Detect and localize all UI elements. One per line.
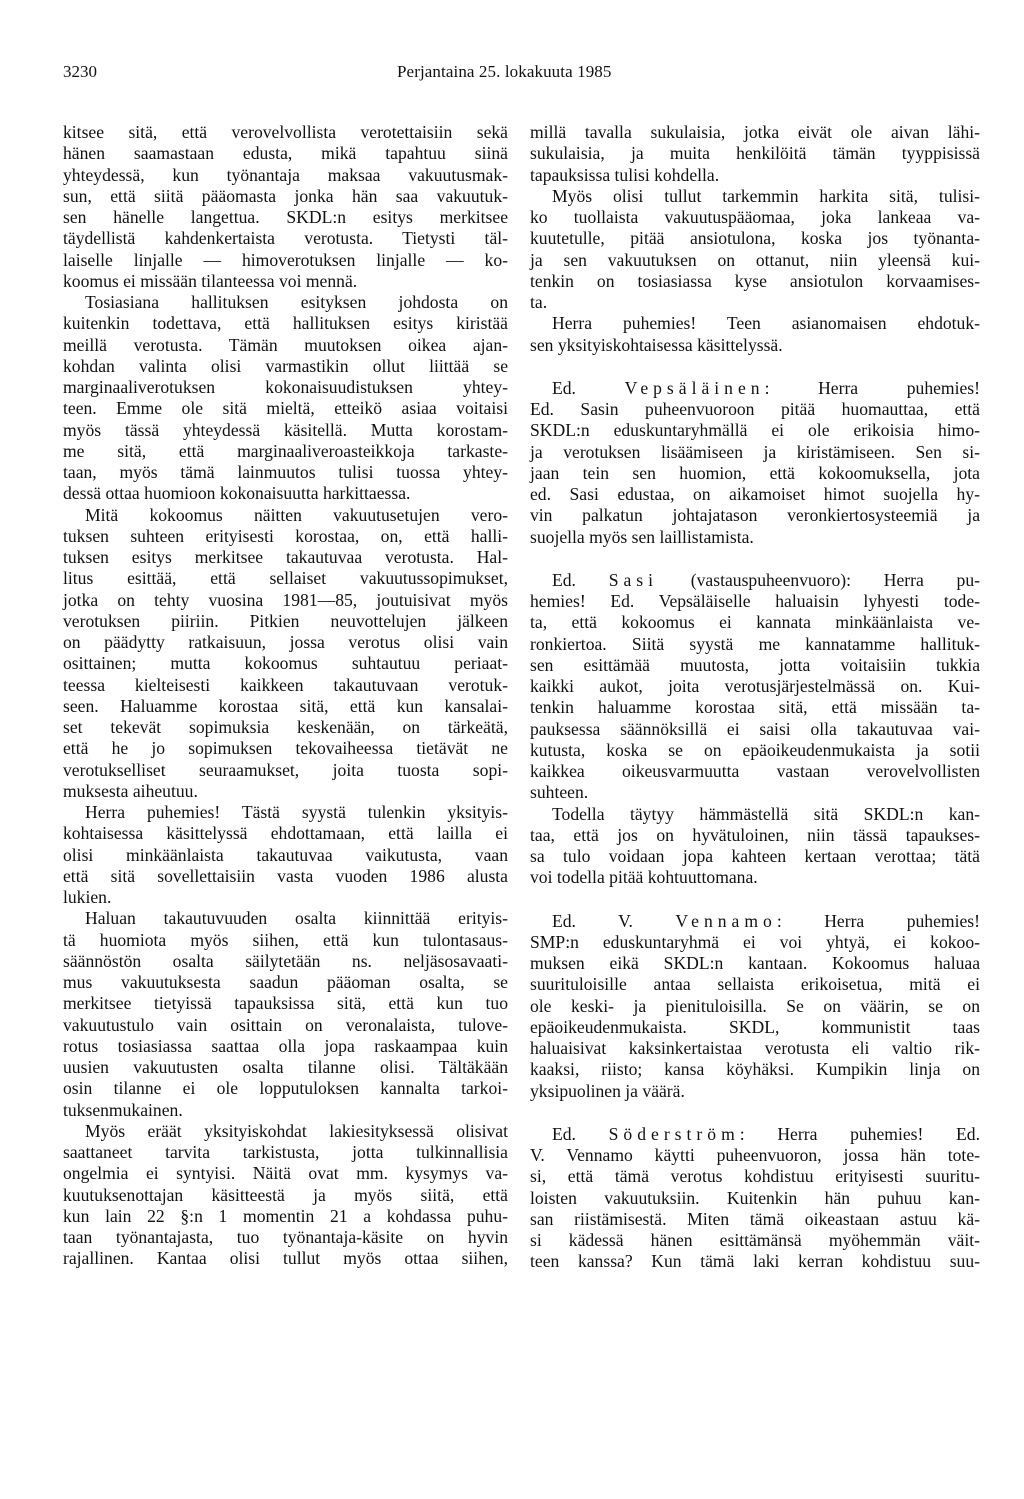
text-line: kuutuksenottajan käsitteestä ja myös siitä, että xyxy=(63,1184,508,1205)
text-line: olisi minkäänlaista takautuvaa vaikutusta, vaan xyxy=(63,844,508,865)
text-line: Mitä kokoomus näitten vakuutusetujen vero- xyxy=(85,504,508,525)
text-line: teessa kielteisesti kaikkeen takautuvaan verotuk- xyxy=(63,674,508,695)
paragraph-gap xyxy=(530,356,980,378)
text-line: marginaaliverotuksen kokonaisuudistuksen yhtey- xyxy=(63,377,508,397)
page-header xyxy=(63,62,968,86)
text-line: kohtaisessa käsittelyssä ehdottamaan, että lailla ei xyxy=(63,823,508,844)
text-line: sukulaisia, ja muita henkilöitä tämän tyyppisissä xyxy=(530,143,980,164)
text-line: Herra puhemies! Tästä syystä tulenkin yksityis- xyxy=(85,802,508,822)
paragraph-gap xyxy=(530,1102,980,1124)
speaker-text: : Herra puhemies! Ed. xyxy=(739,1123,980,1144)
text-line: epäoikeudenmukaista. SKDL, kommunistit taas xyxy=(530,1016,980,1037)
text-line: tuksen esitys merkitsee takautuvaa verotusta. Hal- xyxy=(63,547,508,567)
text-line: saattaneet tarvita tarkistusta, jotta tulkinnallisia xyxy=(63,1142,508,1162)
text-line: haluaisivat kaksinkertaistaa verotusta eli valtio rik- xyxy=(530,1038,980,1058)
speaker-name: Söderström xyxy=(608,1123,740,1144)
text-line xyxy=(530,911,980,932)
text-line: sen esittämää muutosta, jotta voitaisiin tukkia xyxy=(530,654,980,675)
text-line: teen. Emme ole sitä mieltä, etteikö asiaa voitaisi xyxy=(63,398,508,419)
text-line: Herra puhemies! Teen asianomaisen ehdotuk- xyxy=(552,313,980,334)
text-line: kitsee sitä, että verovelvollista verotettaisiin sekä xyxy=(63,122,508,142)
text-line: taan työnantajasta, tuo työnantaja-käsite on hyvin xyxy=(63,1227,508,1247)
text-line: SKDL:n eduskuntaryhmällä ei ole erikoisia himo- xyxy=(530,420,980,441)
text-line: vakuutustulo vain osittain on veronalaista, tulove- xyxy=(63,1014,508,1035)
text-line: taa, että jos on hyvätuloinen, niin tässä tapaukses- xyxy=(530,824,980,845)
text-line: taan, myös tämä lainmuutos tulisi tuossa yhtey- xyxy=(63,462,508,482)
text-line: yhteydessä, kun työnantaja maksaa vakuutusmak- xyxy=(63,164,508,185)
text-line: SMP:n eduskuntaryhmä ei voi yhtyä, ei kokoo- xyxy=(530,931,980,952)
text-line: sa tulo voidaan jopa kahteen kertaan verottaa; tätä xyxy=(530,846,980,866)
text-line: Todella täytyy hämmästellä sitä SKDL:n kan- xyxy=(552,803,980,824)
text-line: kohdan valinta olisi varmastikin ollut liittää se xyxy=(63,355,508,376)
text-line: laiselle linjalle — himoverotuksen linjalle — ko- xyxy=(63,249,508,270)
text-line: ko tuollaista vakuutuspääomaa, joka lankeaa va- xyxy=(530,207,980,227)
text-line: pauksessa säännöksillä ei saisi olla takautuvaa vai- xyxy=(530,718,980,739)
text-line: muksesta aiheutuu. xyxy=(63,780,198,801)
text-line: suojella myös sen laillistamista. xyxy=(530,526,754,547)
text-line: että he jo sopimuksen tekovaiheessa tietävät ne xyxy=(63,738,508,759)
text-line: suhteen. xyxy=(530,782,589,803)
text-line: on päädytty ratkaisuun, jossa verotus olisi vain xyxy=(63,632,508,652)
speaker-prefix: Ed. xyxy=(552,569,609,590)
text-line: ja verotuksen lisäämiseen ja kiristämiseen. Sen si- xyxy=(530,441,980,462)
text-line: tä huomiota myös siihen, että kun tulontasaus- xyxy=(63,929,508,950)
page-number: 3230 xyxy=(63,62,97,81)
text-line xyxy=(530,378,980,399)
text-line: tenkin on tosiasiassa kyse ansiotulon korvaamises- xyxy=(530,270,980,291)
left-column xyxy=(63,122,508,1270)
text-line: tapauksissa tulisi kohdella. xyxy=(530,164,720,185)
text-line: osin tilanne ei ole lopputuloksen kannalta tarkoi- xyxy=(63,1078,508,1099)
text-line: kaaksi, riisto; kansa köyhäksi. Kumpikin linja on xyxy=(530,1059,980,1080)
speaker-text: : Herra puhemies! xyxy=(776,910,980,931)
text-line: sen hänelle langettua. SKDL:n esitys merkitsee xyxy=(63,207,508,227)
text-line: hänen saamastaan edusta, mikä tapahtuu siinä xyxy=(63,143,508,164)
text-line: säännöstön osalta säilytetään ns. neljäsosavaati- xyxy=(63,950,508,971)
speaker-text: (vastauspuheenvuoro): Herra pu- xyxy=(658,569,980,590)
text-line: osittainen; mutta kokoomus suhtautuu periaat- xyxy=(63,653,508,674)
text-line: rotus tosiasiassa saattaa olla jopa raskaampaa kuin xyxy=(63,1035,508,1056)
text-line: meillä verotusta. Tämän muutoksen oikea ajan- xyxy=(63,334,508,355)
right-column xyxy=(530,122,980,1273)
text-line: rajallinen. Kantaa olisi tullut myös ottaa siihen, xyxy=(63,1248,508,1269)
text-line: yksipuolinen ja väärä. xyxy=(530,1080,685,1101)
text-line: täydellistä kahdenkertaista verotusta. Tietysti täl- xyxy=(63,228,508,249)
text-line: Myös eräät yksityiskohdat lakiesityksessä olisivat xyxy=(85,1120,508,1141)
text-line: ta, että kokoomus ei kannata minkäänlaista ve- xyxy=(530,612,980,633)
text-line: tuksen suhteen erityisesti korostaa, on, että halli- xyxy=(63,525,508,546)
text-line: hemies! Ed. Vepsäläiselle haluaisin lyhyesti tode- xyxy=(530,591,980,611)
text-line: tuksenmukainen. xyxy=(63,1099,183,1120)
text-line xyxy=(530,570,980,591)
text-line: koomus ei missään tilanteessa voi mennä. xyxy=(63,270,358,291)
text-line: me sitä, että marginaaliveroasteikkoja tarkaste- xyxy=(63,440,508,461)
text-line: si kädessä hänen esittämänsä myöhemmän väit- xyxy=(530,1230,980,1250)
text-line: si, että tämä verotus kohdistuu erityisesti suuritu- xyxy=(530,1166,980,1187)
text-line: lukien. xyxy=(63,887,112,907)
text-line: muksen eikä SKDL:n kantaan. Kokoomus haluaa xyxy=(530,953,980,973)
text-line: ole keski- ja pienituloisilla. Se on väärin, se on xyxy=(530,995,980,1016)
speaker-text: : Herra puhemies! xyxy=(764,377,981,398)
text-line: ja sen vakuutuksen on ottanut, niin yleensä kui- xyxy=(530,249,980,270)
speaker-name: Sasi xyxy=(608,569,659,590)
text-line: tenkin haluamme korostaa sitä, että missään ta- xyxy=(530,697,980,718)
paragraph-gap xyxy=(530,548,980,570)
text-line: ongelmia ei syntyisi. Näitä ovat mm. kysymys va- xyxy=(63,1163,508,1184)
text-line: Ed. Sasin puheenvuoroon pitää huomauttaa, että xyxy=(530,399,980,419)
text-line: ed. Sasi edustaa, on aikamoiset himot suojella hy- xyxy=(530,484,980,504)
paragraph-gap xyxy=(530,889,980,911)
text-line: seen. Haluamme korostaa sitä, että kun kansalai- xyxy=(63,695,508,716)
text-line: V. Vennamo käytti puheenvuoron, jossa hän totе- xyxy=(530,1145,980,1165)
text-line: jaan tein sen huomion, että kokoomuksella, jota xyxy=(530,462,980,483)
text-line: set tekevät sopimuksia keskenään, on tärkeätä, xyxy=(63,717,508,737)
text-line: suurituloisille antaa sellaista erikoisetua, mitä ei xyxy=(530,974,980,995)
text-line: kutusta, koska se on epäoikeudenmukaista ja sotii xyxy=(530,739,980,760)
text-line: vin palkatun johtajatason veronkiertosysteemiä ja xyxy=(530,505,980,526)
text-line: myös tässä yhteydessä käsitellä. Mutta korostam- xyxy=(63,419,508,440)
text-line: kuutetulle, pitää ansiotulona, koska jos työnanta- xyxy=(530,228,980,249)
text-line: millä tavalla sukulaisia, jotka eivät ole aivan lähi- xyxy=(530,122,980,142)
text-line: kun lain 22 §:n 1 momentin 21 a kohdassa puhu- xyxy=(63,1205,508,1226)
text-line xyxy=(530,1124,980,1145)
text-line: loisten vakuutuksiin. Kuitenkin hän puhuu kan- xyxy=(530,1187,980,1208)
text-line: san riistämisestä. Miten tämä oikeastaan astuu kä- xyxy=(530,1208,980,1229)
speaker-name: Vennamo xyxy=(675,910,777,931)
text-line: litus esittää, että sellaiset vakuutussopimukset, xyxy=(63,568,508,589)
text-line: ronkiertoa. Siitä syystä me kannatamme hallituk- xyxy=(530,633,980,654)
text-line: Myös olisi tullut tarkemmin harkita sitä, tulisi- xyxy=(552,185,980,206)
text-line: jotka on tehty vuosina 1981—85, joutuisivat myös xyxy=(63,589,508,610)
text-line: kaikki aukot, joita verotusjärjestelmässä on. Kui- xyxy=(530,676,980,696)
text-line: voi todella pitää kohtuuttomana. xyxy=(530,867,758,888)
text-line: kuitenkin todettava, että hallituksen esitys kiristää xyxy=(63,313,508,334)
text-line: Haluan takautuvuuden osalta kiinnittää erityis- xyxy=(85,908,508,929)
text-line: sun, että siitä pääomasta jonka hän saa vakuutuk- xyxy=(63,185,508,206)
speaker-name: Vepsäläinen xyxy=(624,377,765,398)
text-line: merkitsee tietyissä tapauksissa sitä, että kun tuo xyxy=(63,993,508,1014)
text-line: dessä ottaa huomioon kokonaisuutta harkittaessa. xyxy=(63,483,411,504)
text-line: Tosiasiana hallituksen esityksen johdosta on xyxy=(85,292,508,312)
text-line: teen kanssa? Kun tämä laki kerran kohdistuu suu- xyxy=(530,1251,980,1272)
text-line: verotuksen piiriin. Pitkien neuvottelujen jälkeen xyxy=(63,610,508,631)
text-line: verotukselliset seuraamukset, joita tuosta sopi- xyxy=(63,759,508,780)
text-line: mus vakuutuksesta saadun pääoman osalta, se xyxy=(63,972,508,992)
text-line: uusien vakuutusten osalta tilanne olisi. Tältäkään xyxy=(63,1057,508,1077)
text-line: kaikkea oikeusvarmuutta vastaan verovelvollisten xyxy=(530,761,980,781)
text-line: että sitä sovellettaisiin vasta vuoden 1986 alusta xyxy=(63,865,508,886)
running-head: Perjantaina 25. lokakuuta 1985 xyxy=(397,62,612,81)
speaker-prefix: Ed. xyxy=(552,1123,609,1144)
text-line: ta. xyxy=(530,292,548,312)
speaker-prefix: Ed. V. xyxy=(552,910,676,931)
speaker-prefix: Ed. xyxy=(552,377,625,398)
text-line: sen yksityiskohtaisessa käsittelyssä. xyxy=(530,334,783,355)
